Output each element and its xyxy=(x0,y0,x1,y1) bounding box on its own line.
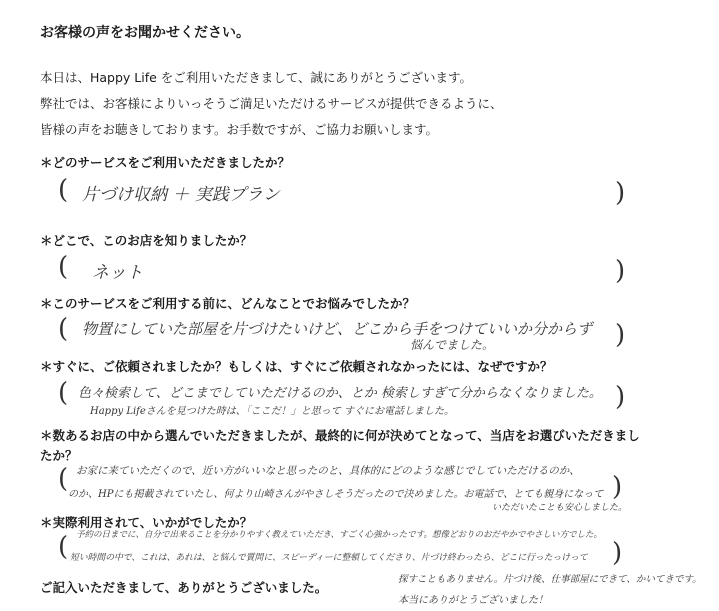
question-source: ＊どこで、このお店を知りましたか？ xyxy=(40,233,253,248)
answer-experience-line-2: 短い時間の中で、これは、あれは、と悩んで質問に、スピーディーに整頓してくださり、片づけ終わったら、どこに行ったっけって xyxy=(70,553,588,563)
question-decision-line-1: ＊数あるお店の中から選んでいただきましたが、最終的に何が決めてとなって、当店をお選びいただきまし xyxy=(40,428,640,443)
answer-open-paren: ( xyxy=(58,175,69,205)
answer-concern-line-2: 悩んでました。 xyxy=(410,338,495,352)
question-experience: ＊実際利用されて、いかがでしたか？ xyxy=(40,515,253,530)
answer-timing-line-2: Happy Lifeさんを見つけた時は、「ここだ！」と思って すぐにお電話しました。 xyxy=(90,406,454,417)
answer-experience-line-1: 予約の日までに、自分で出来ることを分かりやすく教えていただき、すごく心強かったです。想像どおりのおだやかでやさしい方でした。 xyxy=(76,530,602,540)
answer-open-paren: ( xyxy=(58,532,69,562)
answer-close-paren: ) xyxy=(612,538,623,568)
question-timing: ＊すぐに、ご依頼されましたか？もしくは、すぐにご依頼されなかったには、なぜですか？ xyxy=(40,359,553,374)
answer-experience-line-3: 探すこともありません。片づけ後、仕事部屋にできて、かいてきです。 xyxy=(398,574,702,585)
answer-open-paren: ( xyxy=(58,252,69,282)
answer-decision-line-2: のか、HPにも掲載されていたし、何より山崎さんがやさしそうだったので決めました。お電話で、とても親身になって xyxy=(68,489,604,500)
answer-concern-line-1: 物置にしていた部屋を片づけたいけど、どこから手をつけていいか分からず xyxy=(82,320,593,338)
answer-close-paren: ) xyxy=(612,472,623,502)
answer-decision-line-1: お家に来ていただくので、近い方がいいなと思ったのと、具体的にどのような感じでしていただけるのか、 xyxy=(76,465,580,477)
answer-close-paren: ) xyxy=(615,256,626,286)
answer-service: 片づけ収納 ＋ 実践プラン xyxy=(82,185,280,205)
closing-message: ご記入いただきまして、ありがとうございました。 xyxy=(40,580,328,595)
page-title: お客様の声をお聞かせください。 xyxy=(40,25,250,41)
answer-close-paren: ) xyxy=(615,178,626,208)
intro-line-2: 弊社では、お客様によりいっそうご満足いただけるサービスが提供できるように、 xyxy=(40,96,503,111)
answer-close-paren: ) xyxy=(615,320,626,350)
answer-open-paren: ( xyxy=(58,378,69,408)
answer-experience-line-4: 本当にありがとうございました！ xyxy=(398,595,548,606)
answer-timing-line-1: 色々検索して、どこまでしていただけるのか、とか 検索しすぎて分からなくなりました。 xyxy=(78,386,602,401)
intro-line-1: 本日は、Happy Life をご利用いただきまして、誠にありがとうございます。 xyxy=(40,70,473,85)
answer-open-paren: ( xyxy=(58,314,69,344)
answer-close-paren: ) xyxy=(615,382,626,412)
answer-source: ネット xyxy=(92,263,143,283)
question-service: ＊どのサービスをご利用いただきましたか？ xyxy=(40,155,291,170)
intro-line-3: 皆様の声をお聴きしております。お手数ですが、ご協力お願いします。 xyxy=(40,122,439,137)
question-concern: ＊このサービスをご利用する前に、どんなことでお悩みでしたか？ xyxy=(40,296,416,311)
question-decision-line-2: たか？ xyxy=(40,448,78,463)
answer-decision-line-3: いただいたことも安心しました。 xyxy=(492,503,628,513)
answer-open-paren: ( xyxy=(58,464,69,494)
redaction-mark xyxy=(330,262,440,278)
